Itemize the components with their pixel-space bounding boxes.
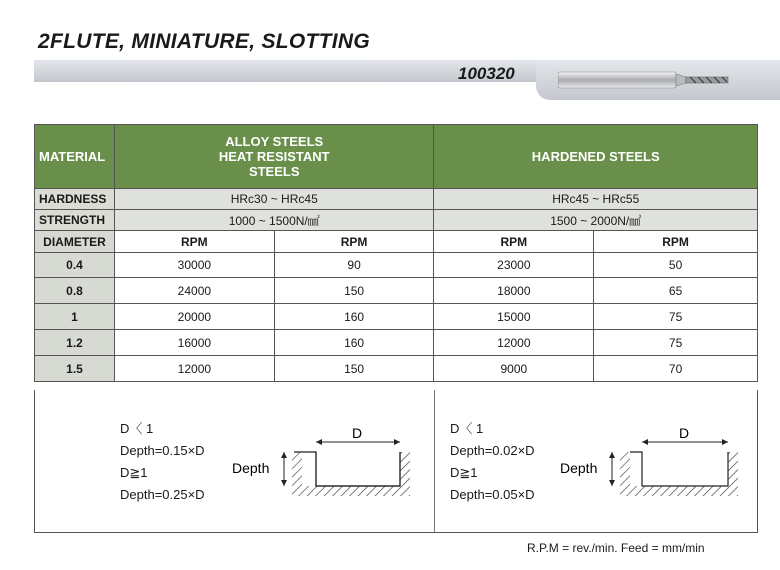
group1-line3: STEELS (248, 164, 300, 179)
strength-row (35, 210, 758, 231)
material-hardened-steels: HARDENED STEELS (434, 125, 758, 189)
table-cell: 16000 (114, 330, 274, 356)
table-row (35, 278, 758, 304)
strength-label: STRENGTH (35, 210, 115, 231)
table-cell: 9000 (434, 356, 594, 382)
units-footnote: R.P.M = rev./min. Feed = mm/min (527, 541, 705, 555)
hardness-alloy: HRc30 ~ HRc45 (114, 189, 433, 210)
rule-line: D〈 1 (450, 421, 484, 436)
rule-line: D≧1 (120, 465, 148, 480)
table-cell: 65 (594, 278, 758, 304)
table-cell: 12000 (114, 356, 274, 382)
table-cell: 70 (594, 356, 758, 382)
strength-alloy: 1000 ~ 1500N/㎟ (114, 210, 433, 231)
group1-line2: HEAT RESISTANT (218, 149, 330, 164)
table-cell: 160 (274, 330, 434, 356)
diameter-value: 0.4 (35, 253, 115, 278)
header-row (35, 125, 758, 189)
table-cell: 50 (594, 253, 758, 278)
table-cell: 75 (594, 304, 758, 330)
rule-line: D≧1 (450, 465, 478, 480)
rule-line: Depth=0.02×D (450, 443, 535, 458)
table-cell: 24000 (114, 278, 274, 304)
product-code: 100320 (458, 64, 515, 83)
hardness-hardened: HRc45 ~ HRc55 (434, 189, 758, 210)
rule-line: Depth=0.25×D (120, 487, 205, 502)
column-header-row (35, 231, 758, 253)
strength-hardened: 1500 ~ 2000N/㎟ (434, 210, 758, 231)
diameter-label: DIAMETER (35, 231, 115, 253)
table-cell: 150 (274, 278, 434, 304)
table-cell: 90 (274, 253, 434, 278)
panel-divider (434, 390, 435, 532)
diameter-mark: D (679, 425, 690, 441)
hardness-row (35, 189, 758, 210)
rule-line: Depth=0.15×D (120, 443, 205, 458)
material-label: MATERIAL (35, 125, 115, 189)
table-row (35, 356, 758, 382)
hardness-label: HARDNESS (35, 189, 115, 210)
table-cell: 12000 (434, 330, 594, 356)
table-cell: 15000 (434, 304, 594, 330)
col-label: RPM (274, 231, 434, 253)
col-label: RPM (114, 231, 274, 253)
table-row (35, 304, 758, 330)
diameter-value: 0.8 (35, 278, 115, 304)
table-cell: 23000 (434, 253, 594, 278)
end-mill-icon (558, 70, 732, 92)
table-cell: 18000 (434, 278, 594, 304)
table-cell: 150 (274, 356, 434, 382)
diameter-mark: D (352, 425, 363, 441)
group1-line1: ALLOY STEELS (225, 134, 324, 149)
depth-rule-right (450, 418, 535, 506)
table-cell: 20000 (114, 304, 274, 330)
depth-mark: Depth (232, 460, 270, 476)
table-cell: 160 (274, 304, 434, 330)
depth-rule-left (120, 418, 205, 506)
diameter-value: 1.2 (35, 330, 115, 356)
page-title: 2FLUTE, MINIATURE, SLOTTING (38, 30, 371, 53)
col-label: RPM (434, 231, 594, 253)
table-row (35, 330, 758, 356)
table-row (35, 253, 758, 278)
material-alloy-steels (114, 125, 433, 189)
slot-diagram-left (230, 420, 420, 500)
diameter-value: 1.5 (35, 356, 115, 382)
depth-mark: Depth (560, 460, 598, 476)
table-cell: 30000 (114, 253, 274, 278)
cutting-conditions-table (34, 124, 758, 382)
table-cell: 75 (594, 330, 758, 356)
rule-line: D〈 1 (120, 421, 154, 436)
col-label: RPM (594, 231, 758, 253)
diameter-value: 1 (35, 304, 115, 330)
rule-line: Depth=0.05×D (450, 487, 535, 502)
slot-diagram-right (558, 420, 748, 500)
